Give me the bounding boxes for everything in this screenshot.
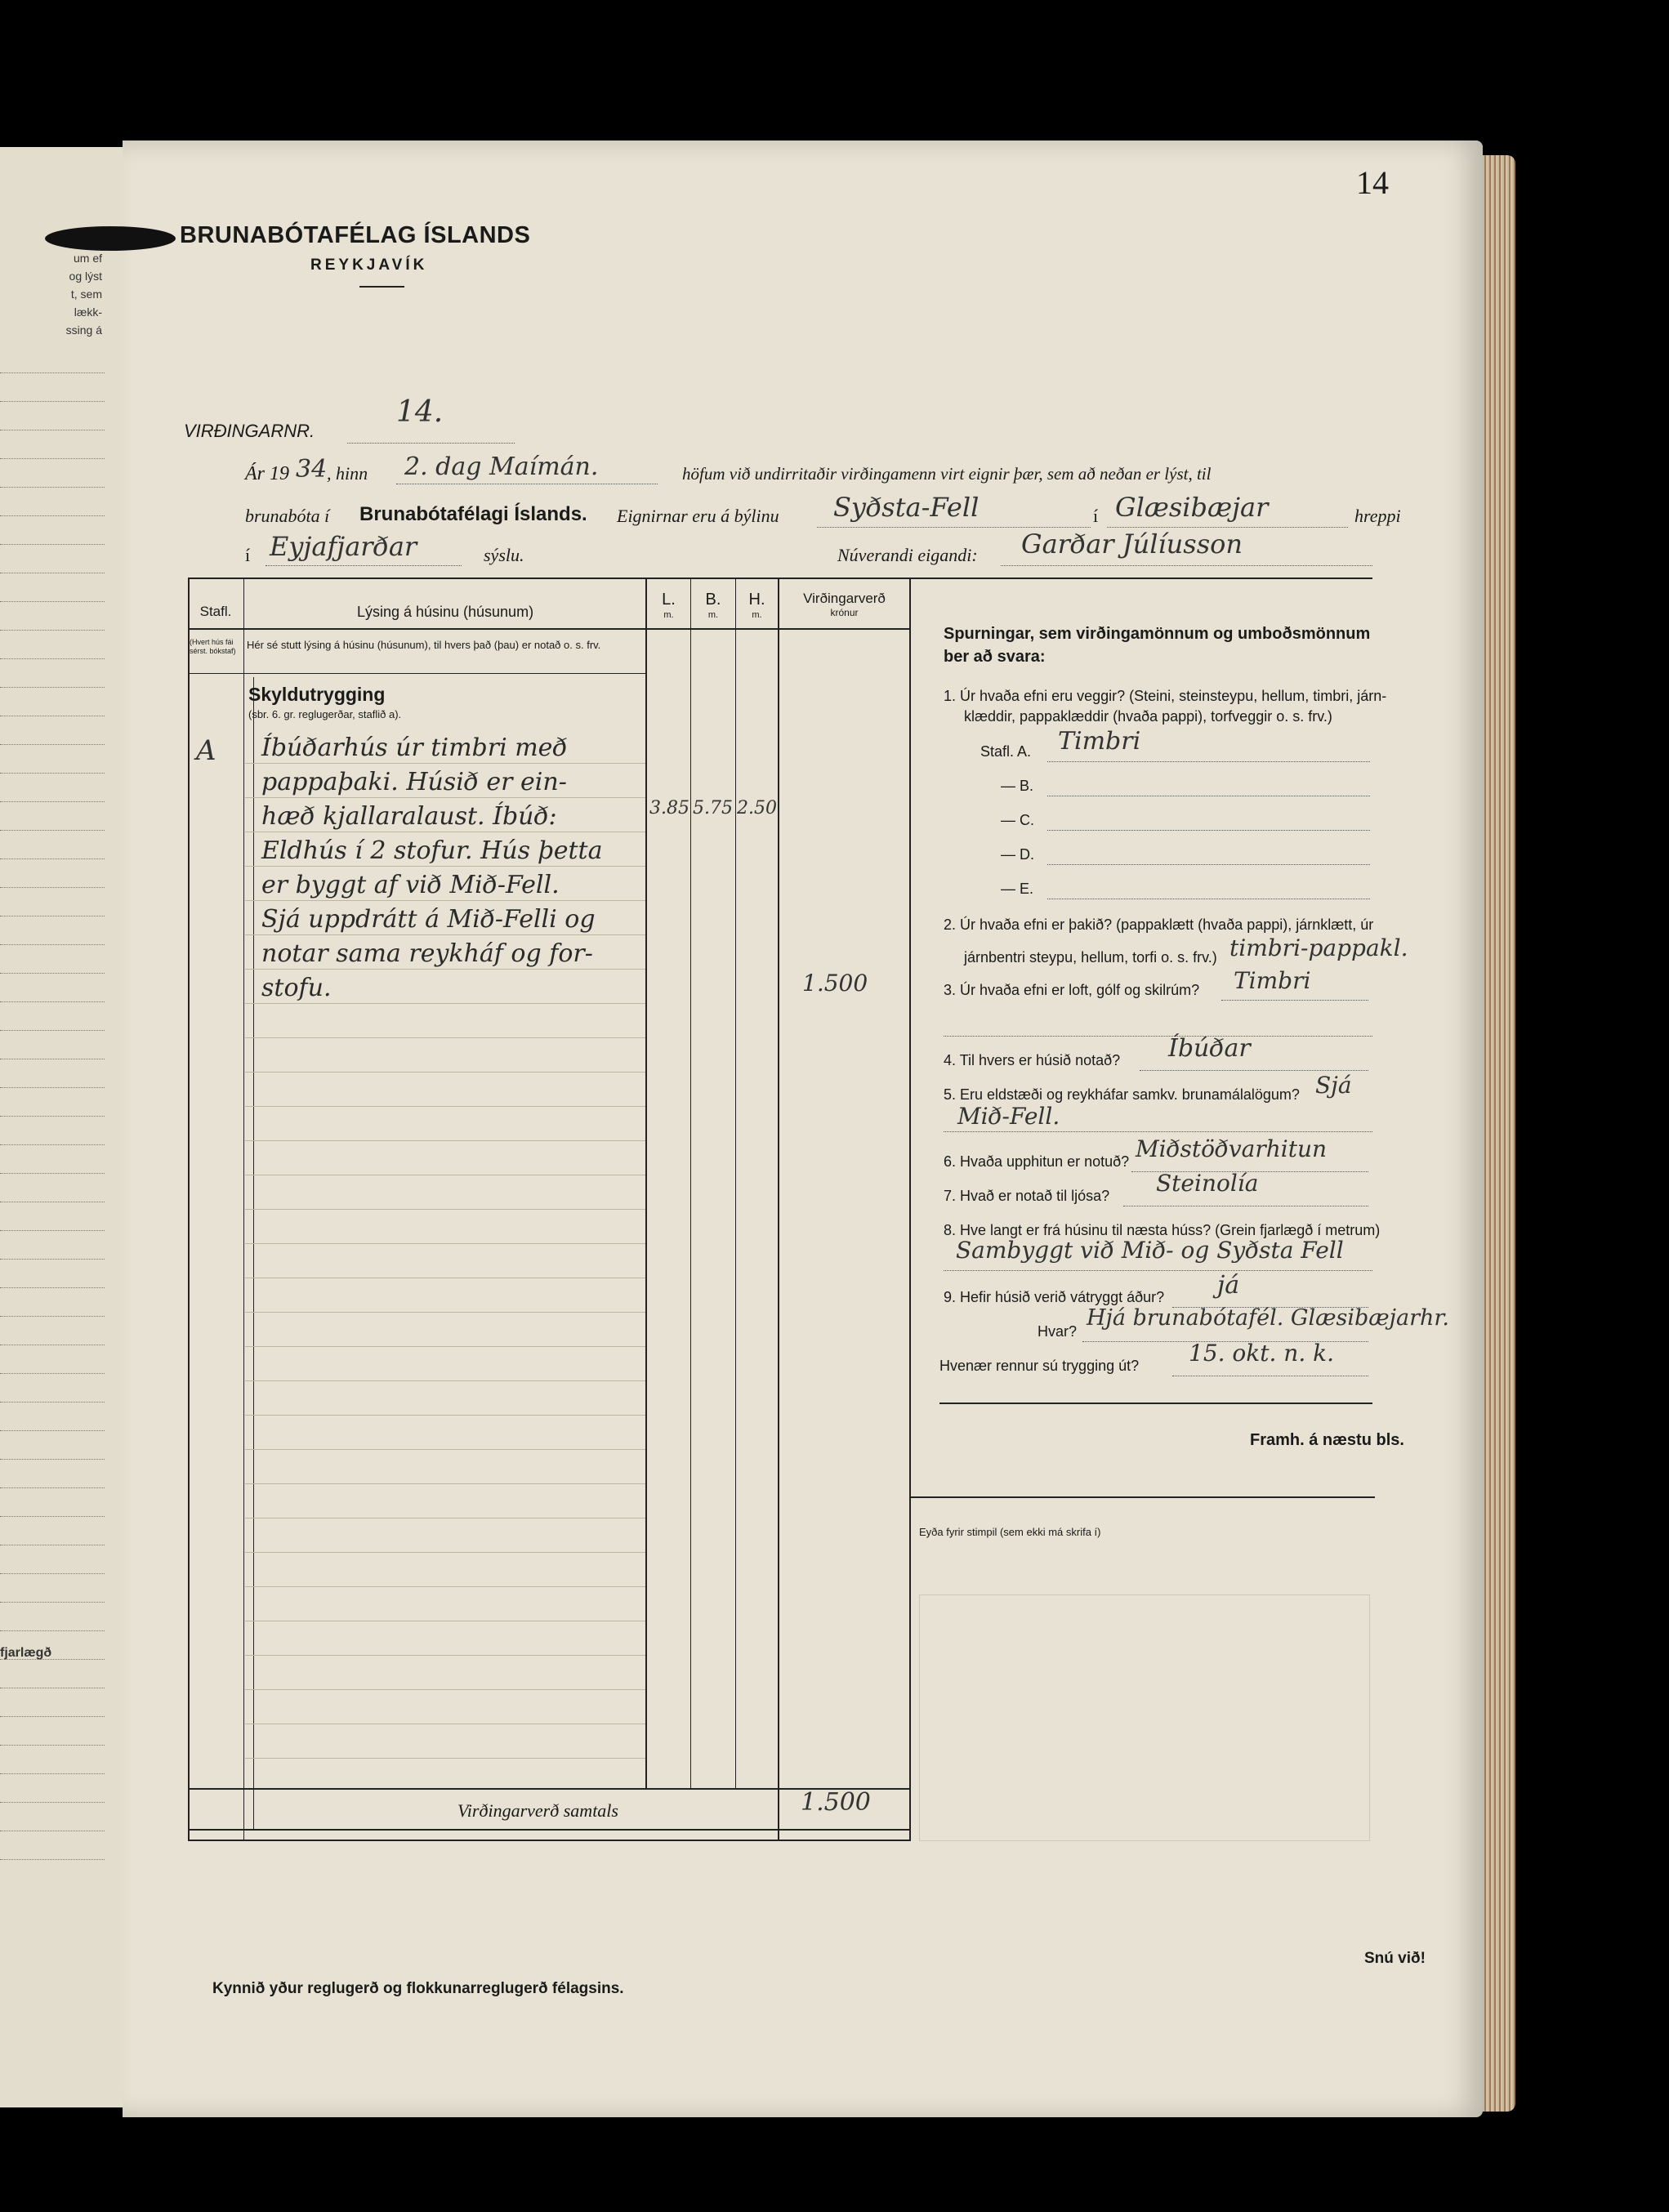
q6-text: 6. Hvaða upphitun er notuð? bbox=[944, 1153, 1130, 1170]
q1-text: 1. Úr hvaða efni eru veggir? (Steini, steinsteypu, hellum, timbri, járn- bbox=[944, 688, 1387, 704]
date-value: 2. dag Maímán. bbox=[404, 453, 599, 481]
q1b-text: klæddir, pappaklæddir (hvaða pappi), torfveggir o. s. frv.) bbox=[964, 708, 1332, 725]
col-virding: Virðingarverð bbox=[803, 591, 886, 606]
valuation-value: 1.500 bbox=[802, 970, 868, 997]
dim-h-value: 2.50 bbox=[737, 798, 777, 818]
col-h-unit: m. bbox=[752, 610, 762, 620]
stamp-note: Eyða fyrir stimpil (sem ekki má skrifa í) bbox=[919, 1526, 1101, 1538]
col-stafl: Stafl. bbox=[199, 604, 232, 619]
brunabota-label: brunabóta í bbox=[245, 506, 330, 526]
vnr-line bbox=[347, 435, 515, 444]
org-underline bbox=[359, 286, 404, 288]
left-page-text: um ef og lýst t, sem lækk- ssing á bbox=[65, 252, 102, 337]
q2-text: 2. Úr hvaða efni er þakið? (pappaklætt (hvaða pappi), járnklætt, úr bbox=[944, 916, 1374, 933]
house-description: Íbúðarhús úr timbri með pappaþaki. Húsið er ein- hæð kjallaralaust. Íbúð: Eldhús í 2 stofur. Hús þetta er byggt af við Mið-Fell. Sjá uppdrátt á Mið-Felli og notar sama reykháf og for- stofu. bbox=[261, 734, 603, 1002]
q9-text: 9. Hefir húsið verið vátryggt áður? bbox=[944, 1289, 1165, 1305]
stamp-area bbox=[919, 1594, 1370, 1841]
total-value: 1.500 bbox=[801, 1788, 871, 1817]
i-label: í bbox=[1093, 506, 1099, 526]
owner-label: Núverandi eigandi: bbox=[837, 545, 978, 565]
q5-answer-2: Mið-Fell. bbox=[957, 1103, 1060, 1130]
owner-line bbox=[1001, 559, 1372, 566]
header-line1-text: höfum við undirritaðir virðingamenn virt eignir þær, sem að neðan er lýst, til bbox=[682, 464, 1212, 484]
q9-answer: já bbox=[1217, 1271, 1240, 1300]
q2-answer: timbri-pappakl. bbox=[1229, 934, 1408, 961]
q1-stafl-label: Stafl. A. bbox=[980, 743, 1032, 760]
footer-notice: Kynnið yður reglugerð og flokkunarreglugerð félagsins. bbox=[212, 1980, 624, 1997]
col-l-unit: m. bbox=[663, 610, 674, 620]
col-b: B. bbox=[705, 591, 721, 609]
q5-answer: Sjá bbox=[1315, 1072, 1352, 1099]
q1-answer: Timbri bbox=[1058, 727, 1141, 756]
farm-value: Syðsta-Fell bbox=[833, 492, 980, 523]
col-h: H. bbox=[748, 591, 765, 609]
q9-hvenaer-label: Hvenær rennur sú trygging út? bbox=[939, 1358, 1140, 1374]
q9-hvar-label: Hvar? bbox=[1038, 1323, 1078, 1340]
q1-row-e: — E. bbox=[1001, 881, 1034, 897]
footer-turn: Snú við! bbox=[1364, 1950, 1426, 1967]
page-stack-edge bbox=[1483, 155, 1515, 2112]
binding-hole bbox=[45, 226, 176, 251]
hinn-label: , hinn bbox=[327, 463, 368, 484]
page-number: 14 bbox=[1356, 164, 1389, 201]
q1-row-b: — B. bbox=[1001, 778, 1034, 794]
hint-lysing: Hér sé stutt lýsing á húsinu (húsunum), til hvers það (þau) er notað o. s. frv. bbox=[247, 639, 601, 651]
hreppur-value: Glæsibæjar bbox=[1115, 492, 1269, 523]
q7-text: 7. Hvað er notað til ljósa? bbox=[944, 1188, 1110, 1204]
total-label: Virðingarverð samtals bbox=[457, 1800, 618, 1821]
q6-answer: Miðstöðvarhitun bbox=[1136, 1135, 1328, 1162]
i2-label: í bbox=[245, 545, 251, 565]
section-sub: (sbr. 6. gr. reglugerðar, staflið a). bbox=[248, 708, 402, 720]
byli-label: Eignirnar eru á býlinu bbox=[617, 506, 779, 526]
q1-row-c: — C. bbox=[1001, 812, 1035, 828]
col-kronur: krónur bbox=[830, 607, 859, 618]
org-name: BRUNABÓTAFÉLAG ÍSLANDS bbox=[180, 222, 531, 248]
q1-row-d: — D. bbox=[1001, 846, 1035, 863]
q8-answer: Sambyggt við Mið- og Syðsta Fell bbox=[956, 1237, 1344, 1264]
hint-stafl: (Hvert hús fái sérst. bókstaf) bbox=[190, 638, 236, 655]
q5-text: 5. Eru eldstæði og reykháfar samkv. brunamálalögum? bbox=[944, 1086, 1300, 1103]
left-page-bottom-text: fjarlægð bbox=[0, 1646, 52, 1660]
q8-text: 8. Hve langt er frá húsinu til næsta húss? (Grein fjarlægð í metrum) bbox=[944, 1222, 1381, 1238]
row-letter: A bbox=[196, 734, 216, 767]
col-b-unit: m. bbox=[707, 610, 719, 620]
left-page bbox=[0, 147, 123, 2107]
org-inline: Brunabótafélagi Íslands. bbox=[359, 503, 587, 525]
section-title: Skyldutrygging bbox=[248, 684, 386, 705]
vnr-value: 14. bbox=[396, 395, 444, 429]
hreppi-label: hreppi bbox=[1354, 506, 1401, 526]
q9-hvar-answer: Hjá brunabótafél. Glæsibæjarhr. bbox=[1087, 1305, 1449, 1331]
q7-answer: Steinolía bbox=[1156, 1170, 1259, 1197]
questions-bottom-rule bbox=[939, 1403, 1372, 1404]
valuation-table bbox=[188, 579, 911, 1841]
left-rule bbox=[0, 372, 105, 373]
owner-value: Garðar Júlíusson bbox=[1021, 528, 1243, 560]
framh-label: Framh. á næstu bls. bbox=[1250, 1431, 1404, 1449]
q3-answer: Timbri bbox=[1234, 967, 1311, 994]
syslu-label: sýslu. bbox=[484, 545, 524, 565]
q2b-text: járnbentri steypu, hellum, torfi o. s. frv.) bbox=[964, 949, 1217, 966]
q4-text: 4. Til hvers er húsið notað? bbox=[944, 1052, 1121, 1068]
org-city: REYKJAVÍK bbox=[310, 256, 428, 274]
questions-title: Spurningar, sem virðingamönnum og umboðsmönnum ber að svara: bbox=[944, 625, 1371, 666]
q3-text: 3. Úr hvaða efni er loft, gólf og skilrúm? bbox=[944, 982, 1200, 998]
year-value: 34 bbox=[296, 455, 328, 484]
ar-label: Ár 19 bbox=[245, 463, 289, 484]
sysla-value: Eyjafjarðar bbox=[270, 531, 417, 562]
vnr-label: VIRÐINGARNR. bbox=[184, 421, 315, 441]
stamp-top-rule bbox=[911, 1496, 1375, 1498]
dim-l-value: 3.85 bbox=[649, 798, 689, 818]
form-page bbox=[123, 140, 1483, 2117]
dim-b-value: 5.75 bbox=[693, 798, 733, 818]
col-lysing: Lýsing á húsinu (húsunum) bbox=[356, 604, 534, 620]
q4-answer: Íbúðar bbox=[1168, 1034, 1251, 1063]
col-l: L. bbox=[662, 591, 676, 609]
q9-hvenaer-answer: 15. okt. n. k. bbox=[1189, 1340, 1335, 1367]
